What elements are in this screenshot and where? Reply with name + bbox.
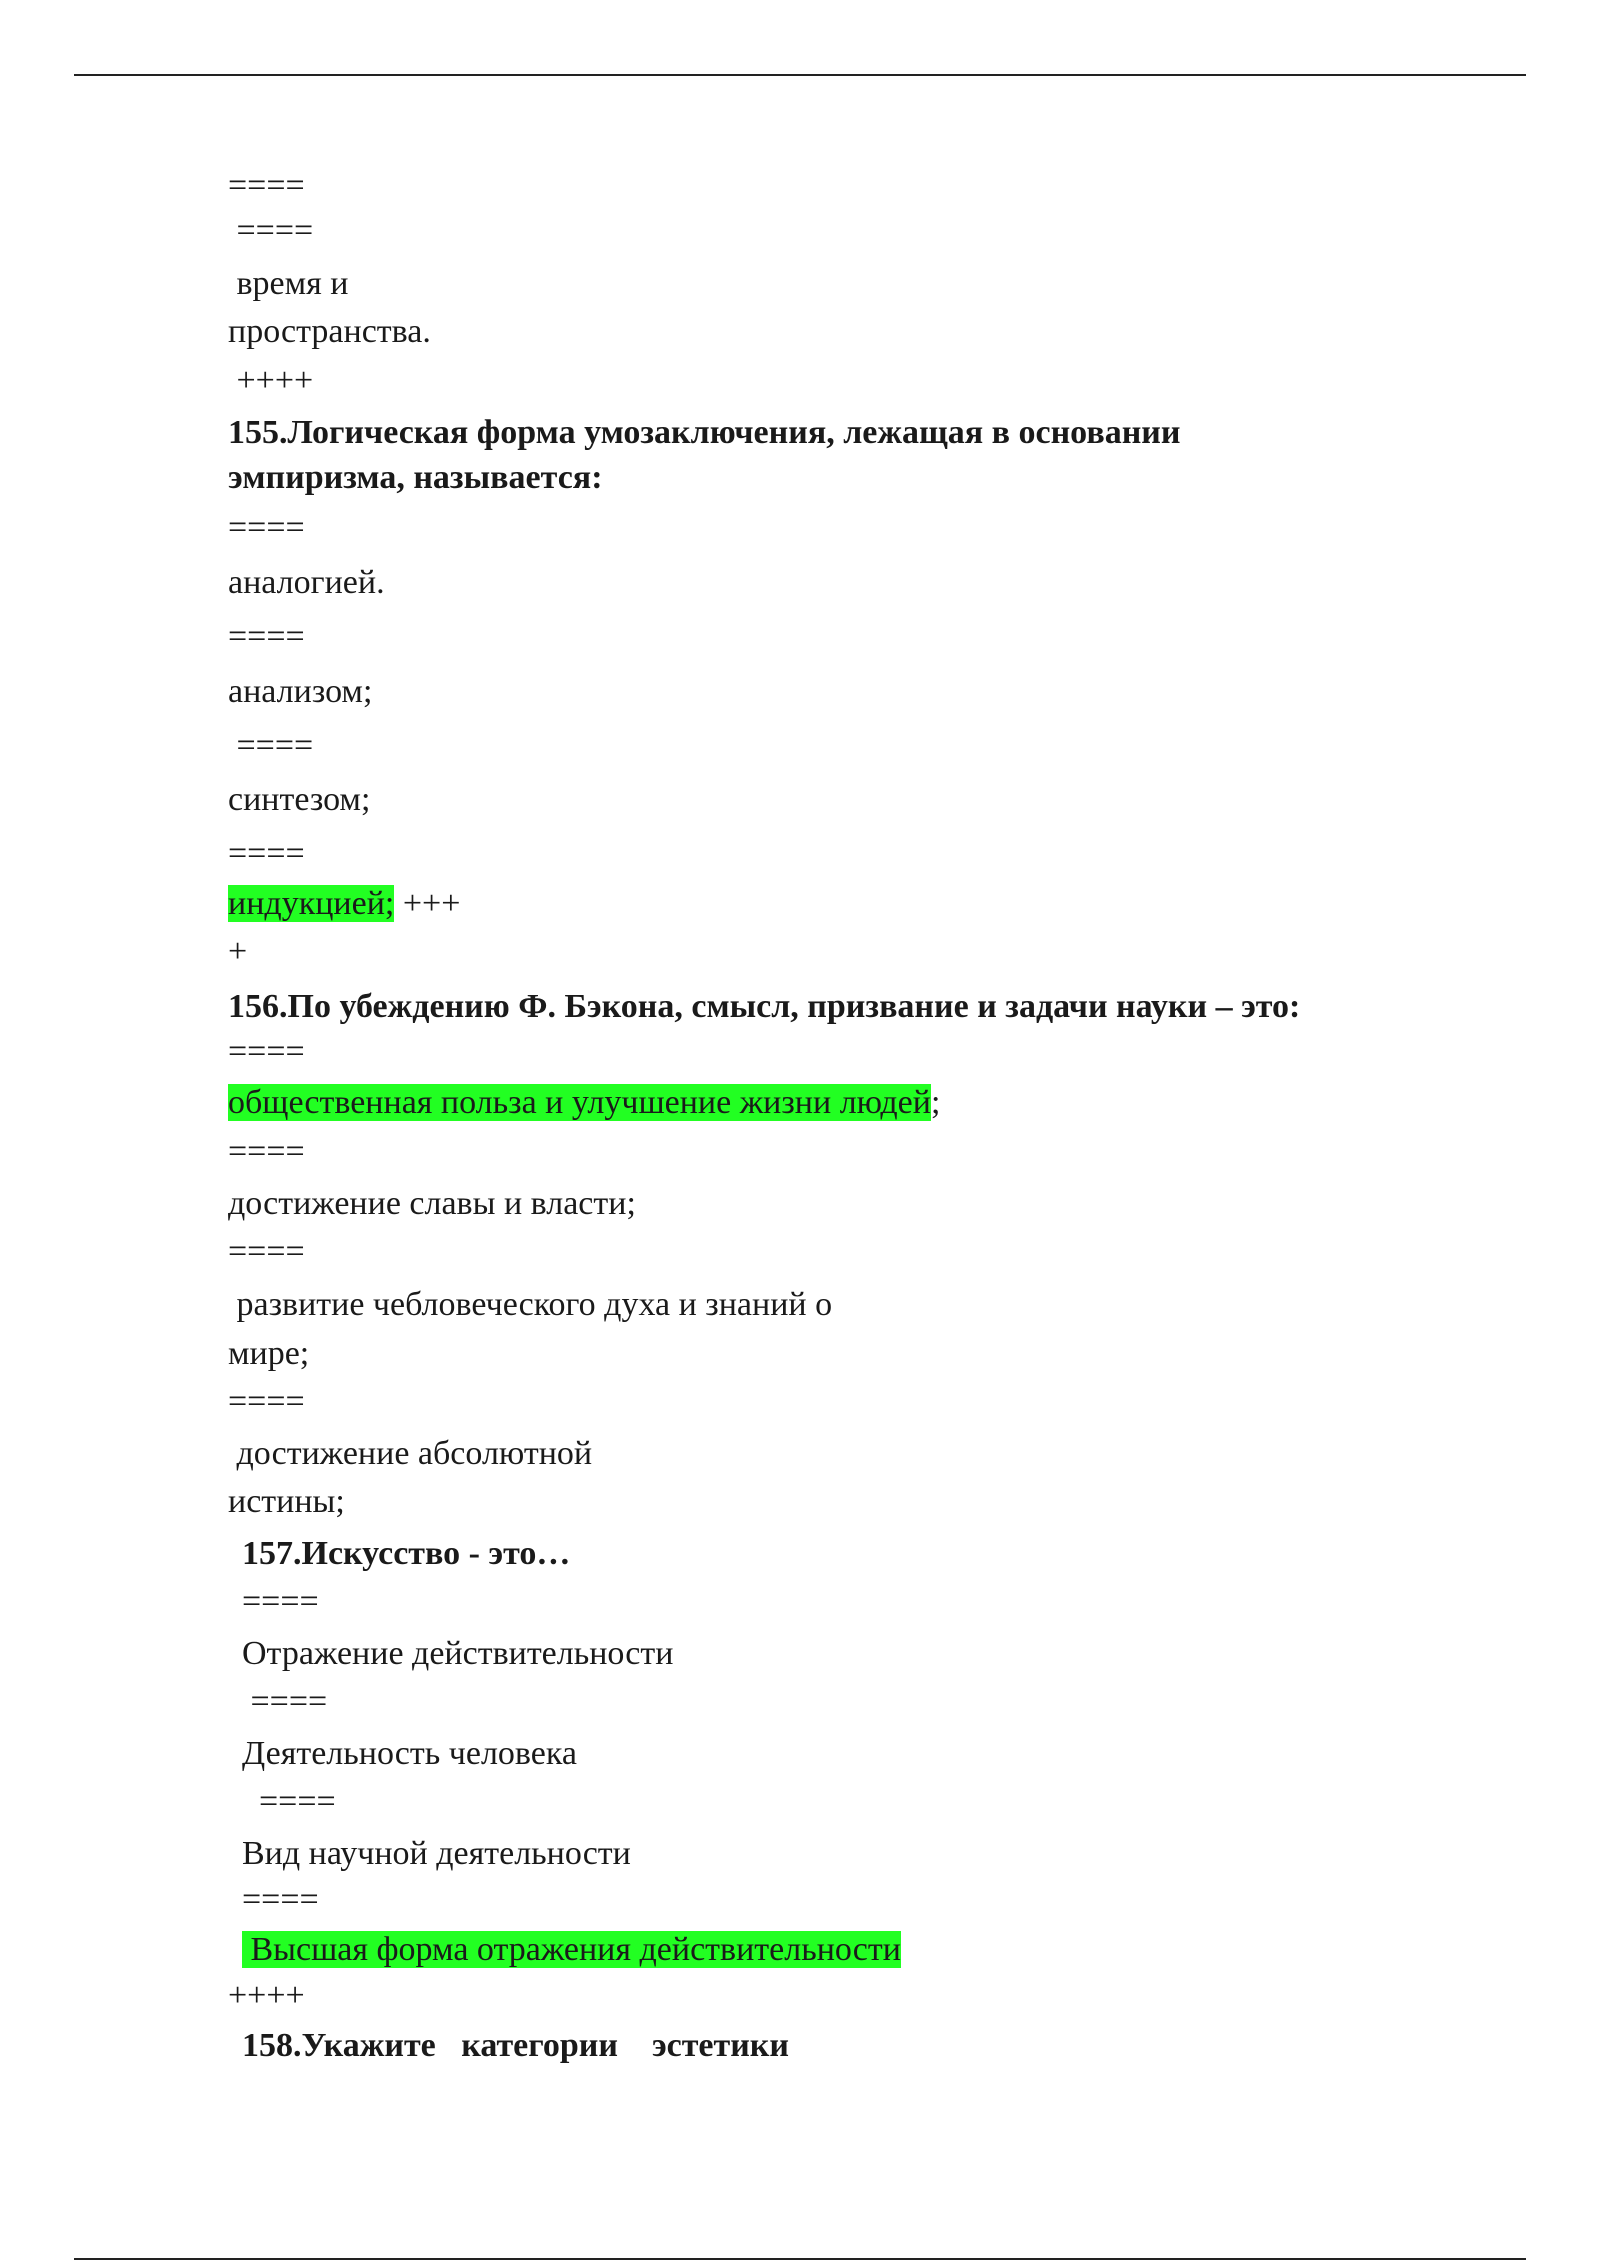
highlighted-answer: общественная польза и улучшение жизни людей — [228, 1084, 931, 1121]
answer-option: аналогией. — [228, 564, 385, 601]
answer-marker: ++++ — [228, 1977, 305, 2014]
question-157-title: 157.Искусство - это… — [242, 1535, 571, 1572]
answer-option: синтезом; — [228, 781, 371, 818]
separator: ==== — [228, 835, 305, 872]
answer-option: истины; — [228, 1483, 345, 1520]
answer-text: пространства. — [228, 313, 431, 350]
question-156-title: 156.По убеждению Ф. Бэкона, смысл, призвание и задачи науки – это: — [228, 988, 1301, 1025]
question-155-title: 155.Логическая форма умозаключения, лежащая в основании — [228, 414, 1181, 451]
separator: ==== — [228, 1233, 305, 1270]
separator: ==== — [228, 727, 314, 764]
separator: ==== — [228, 1033, 305, 1070]
answer-marker: ++++ — [228, 362, 314, 399]
separator: ==== — [228, 618, 305, 655]
answer-option: анализом; — [228, 673, 373, 710]
answer-marker: +++ — [394, 885, 461, 922]
correct-answer-line: общественная польза и улучшение жизни людей; — [228, 1084, 941, 1121]
separator: ==== — [228, 1383, 305, 1420]
separator: ==== — [228, 212, 314, 249]
answer-option: достижение абсолютной — [228, 1435, 593, 1472]
answer-option: мире; — [228, 1335, 310, 1372]
question-155-title: эмпиризма, называется: — [228, 459, 603, 496]
answer-option: развитие чебловеческого духа и знаний о — [228, 1286, 833, 1323]
answer-option: Деятельность человека — [242, 1735, 577, 1772]
highlighted-answer: Высшая форма отражения действительности — [242, 1931, 901, 1968]
answer-text: время и — [228, 265, 349, 302]
answer-marker: + — [228, 933, 248, 970]
separator: ==== — [242, 1683, 328, 1720]
footer-rule — [74, 2258, 1526, 2260]
separator: ==== — [228, 509, 305, 546]
separator: ==== — [228, 167, 305, 204]
answer-option: Вид научной деятельности — [242, 1835, 631, 1872]
correct-answer-line — [242, 1930, 901, 1970]
answer-option: Отражение действительности — [242, 1635, 674, 1672]
question-158-title: 158.Укажите категории эстетики — [242, 2027, 789, 2064]
separator: ==== — [242, 1881, 319, 1918]
answer-option: достижение славы и власти; — [228, 1185, 636, 1222]
separator: ==== — [228, 1133, 305, 1170]
header-rule — [74, 74, 1526, 76]
highlighted-answer: индукцией; — [228, 885, 395, 922]
separator: ==== — [242, 1783, 336, 1820]
separator: ==== — [242, 1583, 319, 1620]
correct-answer-line — [228, 884, 460, 924]
